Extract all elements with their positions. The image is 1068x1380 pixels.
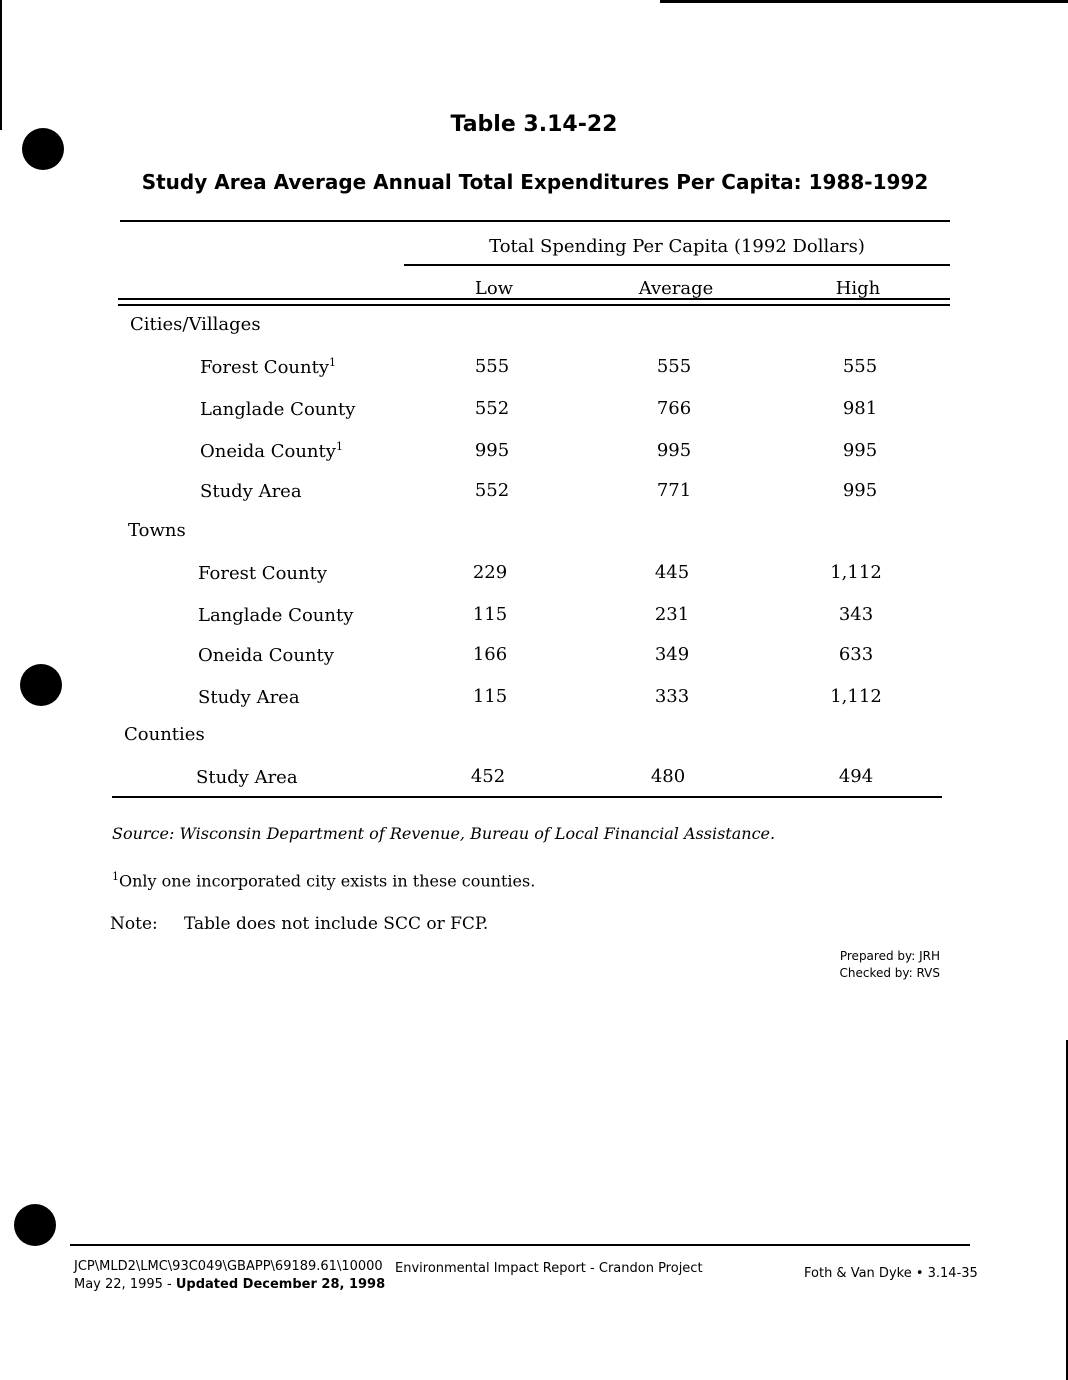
- cell-average: 231: [654, 604, 690, 625]
- cell-average: 995: [656, 440, 692, 461]
- footer-rule: [70, 1244, 970, 1246]
- column-header-low: Low: [474, 278, 514, 299]
- cell-low: 115: [472, 686, 508, 707]
- footnote: $^1$Only one incorporated city exists in these counties.: [112, 870, 536, 891]
- footer-date: May 22, 1995 - Updated December 28, 1998: [74, 1277, 386, 1292]
- cell-low: 552: [474, 480, 510, 501]
- row-label: Langlade County: [200, 399, 356, 420]
- row-label: Study Area: [200, 481, 302, 502]
- row-label: Study Area: [198, 687, 300, 708]
- cell-low: 995: [474, 440, 510, 461]
- table-row: [0, 604, 1068, 634]
- prepared-checked-block: [800, 948, 940, 982]
- row-label: Study Area: [196, 767, 298, 788]
- table-bottom-rule: [112, 796, 942, 798]
- column-header-average: Average: [638, 278, 714, 299]
- table-row: [0, 766, 1068, 796]
- scan-edge-top: [660, 0, 1068, 3]
- footer-file-path: JCP\MLD2\LMC\93C049\GBAPP\69189.61\10000: [74, 1259, 383, 1274]
- cell-high: 981: [842, 398, 878, 419]
- group-header-rule: [404, 264, 950, 266]
- cell-high: 494: [838, 766, 874, 787]
- table-row: [0, 562, 1068, 592]
- cell-low: 115: [472, 604, 508, 625]
- cell-high: 555: [842, 356, 878, 377]
- cell-low: 552: [474, 398, 510, 419]
- table-row: [0, 440, 1068, 470]
- cell-high: 1,112: [830, 562, 882, 583]
- table-row: [0, 480, 1068, 510]
- footer-left: [74, 1258, 385, 1294]
- cell-low: 555: [474, 356, 510, 377]
- section-label-towns: Towns: [128, 520, 186, 541]
- table-note: Note: Table does not include SCC or FCP.: [110, 914, 489, 934]
- row-label: Forest County$^1$: [200, 356, 336, 378]
- cell-low: 229: [472, 562, 508, 583]
- group-header: Total Spending Per Capita (1992 Dollars): [489, 236, 865, 257]
- cell-average: 445: [654, 562, 690, 583]
- table-row: [0, 356, 1068, 386]
- cell-low: 166: [472, 644, 508, 665]
- table-row: [0, 686, 1068, 716]
- cell-high: 995: [842, 440, 878, 461]
- footer-page-number: Foth & Van Dyke • 3.14-35: [804, 1266, 978, 1281]
- table-row: [0, 644, 1068, 674]
- cell-average: 555: [656, 356, 692, 377]
- scan-edge-left: [0, 0, 2, 130]
- row-label: Langlade County: [198, 605, 354, 626]
- binder-hole-bottom: [14, 1204, 56, 1246]
- header-rule-2: [118, 304, 950, 306]
- prepared-by: Prepared by: JRH: [839, 949, 940, 963]
- section-label-counties: Counties: [124, 724, 205, 745]
- cell-high: 1,112: [830, 686, 882, 707]
- row-label: Forest County: [198, 563, 327, 584]
- footer-report-title: Environmental Impact Report - Crandon Project: [395, 1261, 703, 1276]
- table-title: Study Area Average Annual Total Expenditures Per Capita: 1988-1992: [141, 170, 929, 194]
- cell-high: 343: [838, 604, 874, 625]
- row-label: Oneida County$^1$: [200, 440, 343, 462]
- cell-average: 771: [656, 480, 692, 501]
- cell-average: 480: [650, 766, 686, 787]
- checked-by: Checked by: RVS: [839, 966, 940, 980]
- table-number: Table 3.14-22: [450, 112, 618, 137]
- column-header-high: High: [835, 278, 881, 299]
- cell-average: 766: [656, 398, 692, 419]
- source-note: Source: Wisconsin Department of Revenue, Bureau of Local Financial Assistance.: [112, 824, 776, 843]
- table-row: [0, 398, 1068, 428]
- row-label: Oneida County: [198, 645, 334, 666]
- section-label-cities: Cities/Villages: [130, 314, 261, 335]
- cell-low: 452: [470, 766, 506, 787]
- cell-average: 333: [654, 686, 690, 707]
- cell-high: 995: [842, 480, 878, 501]
- table-top-rule: [120, 220, 950, 222]
- cell-average: 349: [654, 644, 690, 665]
- cell-high: 633: [838, 644, 874, 665]
